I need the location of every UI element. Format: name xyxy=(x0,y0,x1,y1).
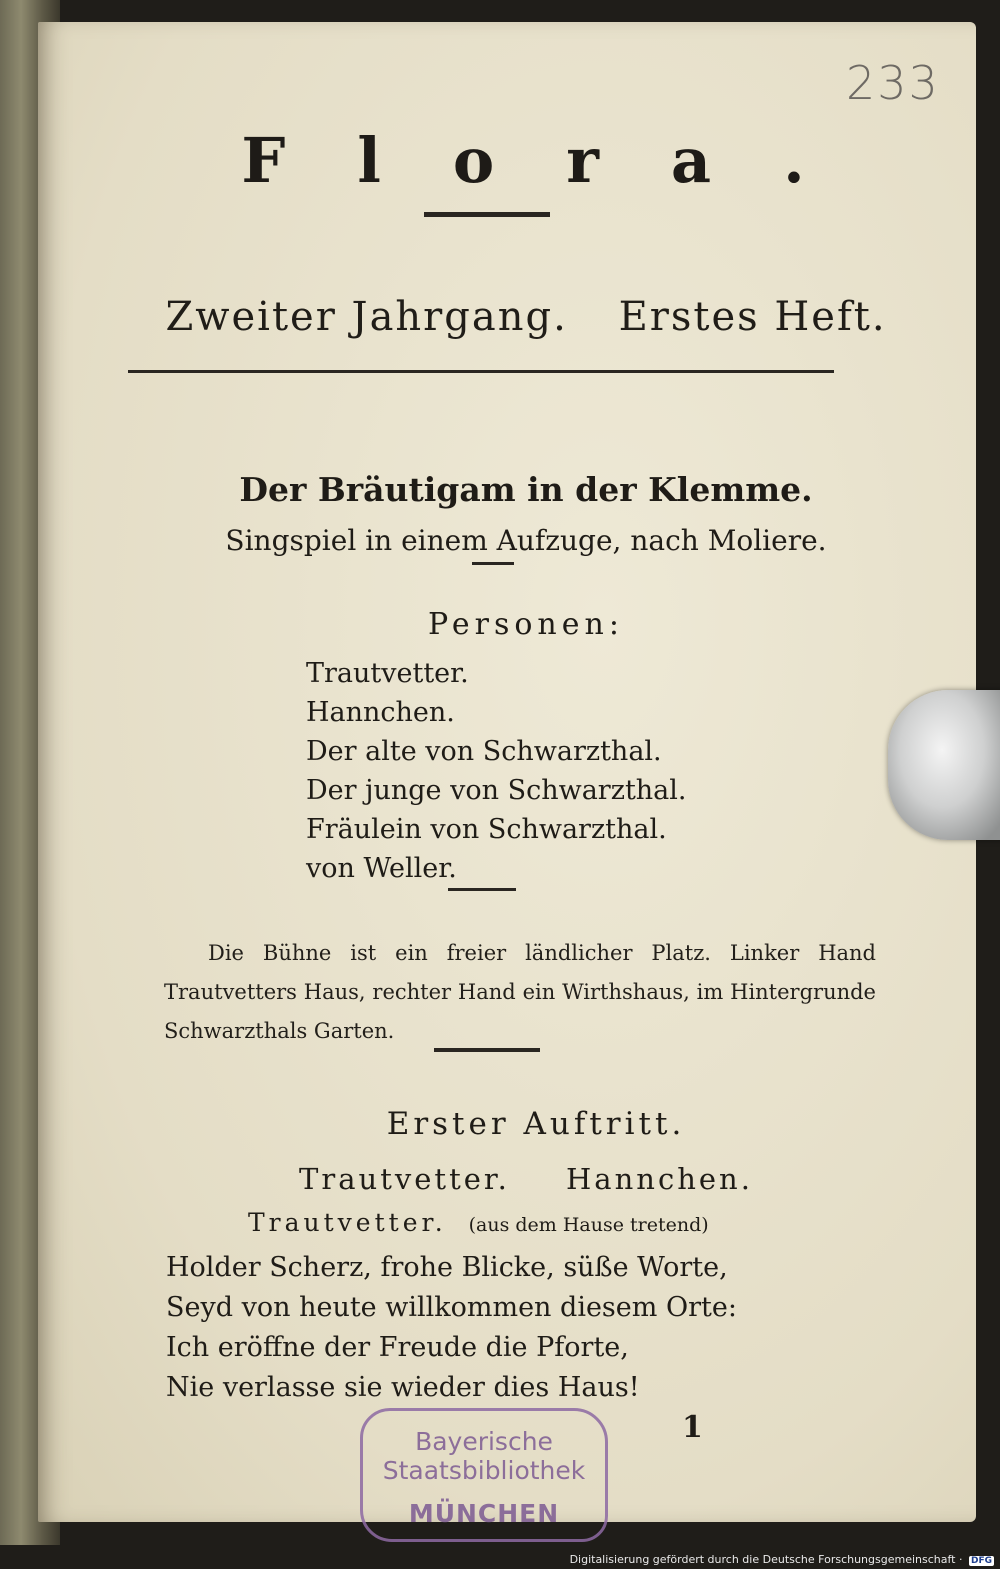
stamp-line: MÜNCHEN xyxy=(408,1499,560,1528)
list-item: Der junge von Schwarzthal. xyxy=(306,775,687,806)
issue-subtitle xyxy=(38,294,1000,340)
speaker-name: Trautvetter. xyxy=(248,1208,447,1237)
journal-title: Flora. xyxy=(241,124,877,197)
verse-line: Nie verlasse sie wieder dies Haus! xyxy=(166,1372,640,1403)
dfg-logo-icon: DFG xyxy=(970,1556,992,1566)
play-subtitle: Singspiel in einem Aufzuge, nach Moliere. xyxy=(225,524,827,557)
list-item: Hannchen. xyxy=(306,697,455,728)
verse-line: Seyd von heute willkommen diesem Orte: xyxy=(166,1292,737,1323)
list-item: Trautvetter. xyxy=(306,658,469,689)
credit-text: Digitalisierung gefördert durch die Deutsche Forschungsgemeinschaft · xyxy=(569,1553,963,1566)
list-item: Der alte von Schwarzthal. xyxy=(306,736,662,767)
scene-characters xyxy=(38,1162,1000,1196)
verse-line: Ich eröffne der Freude die Pforte, xyxy=(166,1332,629,1363)
play-title: Der Bräutigam in der Klemme. xyxy=(239,470,813,509)
volume-label: Zweiter Jahrgang. xyxy=(165,294,568,340)
speaker-line xyxy=(248,1208,709,1237)
persons-list xyxy=(306,654,687,888)
divider-rule xyxy=(448,888,516,891)
stage-setting: Die Bühne ist ein freier ländlicher Platz. Linker Hand Trautvetters Haus, rechter Hand ein Wirthshaus, im Hintergrunde Schwarzthals Garten. xyxy=(164,941,876,1043)
divider-rule xyxy=(434,1048,540,1052)
verse-block xyxy=(166,1248,737,1408)
stamp-line: Staatsbibliothek xyxy=(382,1456,586,1485)
divider-rule xyxy=(128,370,834,373)
divider-rule xyxy=(424,212,550,217)
scene-character: Trautvetter. xyxy=(299,1162,510,1196)
digitization-credit xyxy=(570,1553,994,1566)
scene-heading: Erster Auftritt. xyxy=(386,1106,686,1142)
scene-character: Hannchen. xyxy=(566,1162,753,1196)
signature-mark: 1 xyxy=(682,1410,703,1445)
book-page xyxy=(38,22,976,1528)
list-item: Fräulein von Schwarzthal. xyxy=(306,814,667,845)
handwritten-folio-number: 233 xyxy=(846,56,940,110)
stage-direction: (aus dem Hause tretend) xyxy=(468,1214,709,1236)
stamp-line: Bayerische xyxy=(415,1427,553,1456)
page-clip xyxy=(888,690,1000,840)
persons-heading: Personen: xyxy=(428,607,624,642)
issue-label: Erstes Heft. xyxy=(618,294,887,340)
divider-rule xyxy=(472,562,514,565)
library-stamp xyxy=(360,1408,608,1542)
verse-line: Holder Scherz, frohe Blicke, süße Worte, xyxy=(166,1252,728,1283)
list-item: von Weller. xyxy=(306,853,457,884)
